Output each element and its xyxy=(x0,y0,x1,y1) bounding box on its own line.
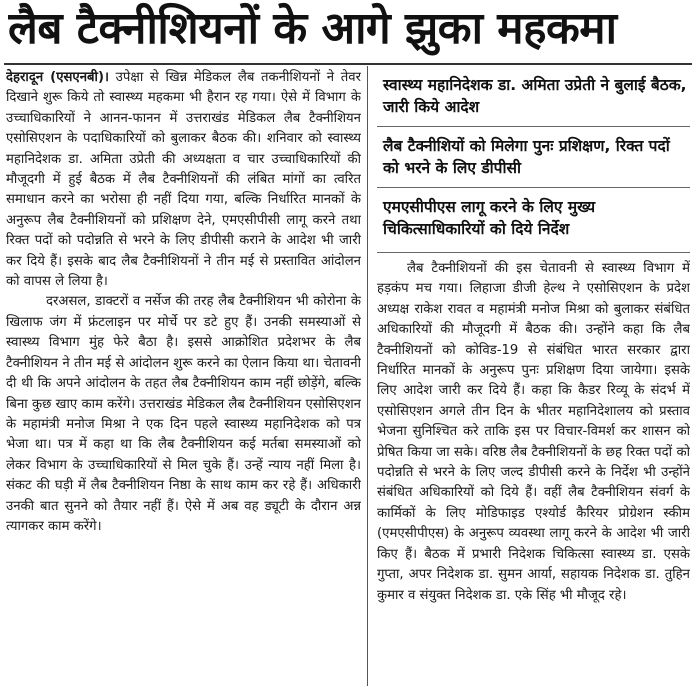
deck-3: एमएसीपीएस लागू करने के लिए मुख्य चिकित्साधिकारियों को दिये निर्देश xyxy=(383,198,596,238)
right-column xyxy=(377,66,690,686)
headline: लैब टैक्नीशियनों के आगे झुका महकमा xyxy=(8,3,617,54)
body-paragraph-2: दरअसल, डाक्टरों व नर्सेज की तरह लैब टैक्नीशियन भी कोरोना के खिलाफ जंग में फ्रंटलाइन पर मोर्चे पर डटे हुए हैं। उनकी समस्याओं से स्वास्थ्य विभाग मुंह फेरे बैठा है। इससे आक्रोशित प्रदेशभर के लैब टैक्नीशियन ने तीन मई से आंदोलन शुरू करने का ऐलान किया था। चेतावनी दी थी कि अपने आंदोलन के तहत लैब टैक्नीशियन काम नहीं छोड़ेंगे, बल्कि बिना कुछ खाए काम करेंगे। उत्तराखंड मेडिकल लैब टैक्नीशियन एसोसिएशन के महामंत्री मनोज मिश्रा ने एक दिन पहले स्वास्थ्य महानिदेशक को पत्र भेजा था। पत्र में कहा था कि लैब टैक्नीशियन कई मर्तबा समस्याओं को लेकर विभाग के उच्चाधिकारियों से मिल चुके हैं। उन्हें न्याय नहीं मिला है। संकट की घड़ी में लैब टैक्नीशियन निष्ठा के साथ काम कर रहे हैं। अधिकारी उनकी बात सुनने को तैयार नहीं हैं। ऐसे में अब वह ड्यूटी के दौरान अन्न त्यागकर काम करेंगे। xyxy=(6,294,361,534)
paragraph-text: उपेक्षा से खिन्न मेडिकल लैब तकनीशियनों ने तेवर दिखाने शुरू किये तो स्वास्थ्य महकमा भी हैरान रह गया। ऐसे में विभाग के उच्चाधिकारियों ने आनन-फानन में उत्तराखंड मेडिकल लैब टैक्नीशियन एसोसिएशन के पदाधिकारियों को बुलाकर बैठक की। शनिवार को स्वास्थ्य महानिदेशक डा. अमिता उप्रेती की अध्यक्षता व चार उच्चाधिकारियों की मौजूदगी में हुई बैठक में लैब टैक्नीशियनों की लंबित मांगों का त्वरित समाधान करने का भरोसा ही नहीं दिया गया, बल्कि निर्धारित मानकों के अनुरूप लैब टैक्नीशियनों को प्रशिक्षण देने, एमएसीपीसी लागू करने तथा रिक्त पदों को पदोन्नति से भरने के लिए डीपीसी कराने के आदेश भी जारी कर दिये हैं। इसके बाद लैब टैक्नीशियनों ने तीन मई से प्रस्तावित आंदोलन को वापस ले लिया है। xyxy=(6,70,361,290)
body-paragraph-1 xyxy=(6,68,361,292)
headline-rule xyxy=(4,63,692,65)
deck-rule xyxy=(377,252,690,253)
deck-2: लैब टैक्नीशियों को मिलेगा पुनः प्रशिक्षण, रिक्त पदों को भरने के लिए डीपीसी xyxy=(383,137,670,177)
deck-1: स्वास्थ्य महानिदेशक डा. अमिता उप्रेती ने बुलाई बैठक, जारी किये आदेश xyxy=(383,76,687,116)
body-paragraph-3: लैब टैक्नीशियनों की इस चेतावनी से स्वास्थ्य विभाग में हड़कंप मच गया। लिहाजा डीजी हेल्थ ने एसोसिएशन के प्रदेश अध्यक्ष राकेश रावत व महामंत्री मनोज मिश्रा को बुलाकर संबंधित अधिकारियों की मौजूदगी में बैठक की। उन्होंने कहा कि लैब टैक्नीशियनों को कोविड-19 से संबंधित भारत सरकार द्वारा निर्धारित मानकों के अनुरूप पुनः प्रशिक्षण दिया जायेगा। इसके लिए आदेश जारी कर दिये हैं। कहा कि कैडर रिव्यू के संदर्भ में एसोसिएशन अगले तीन दिन के भीतर महानिदेशालय को प्रस्ताव भेजना सुनिश्चित करे ताकि इस पर विचार-विमर्श कर शासन को प्रेषित किया जा सके। वरिष्ठ लैब टैक्नीशियनों के छह रिक्त पदों को पदोन्नति से भरने के लिए जल्द डीपीसी करने के निर्देश भी उन्होंने संबंधित अधिकारियों को दिये हैं। वहीं लैब टैक्नीशियन संवर्ग के कार्मिकों के लिए मोडिफाइड एश्योर्ड कैरियर प्रोग्रेशन स्कीम (एमएसीपीएस) के अनुरूप व्यवस्था लागू करने के आदेश भी जारी किए हैं। बैठक में प्रभारी निदेशक चिकित्सा स्वास्थ्य डा. एसके गुप्ता, अपर निदेशक डा. सुमन आर्या, सहायक निदेशक डा. तुहिन कुमार व संयुक्त निदेशक डा. एके सिंह भी मौजूद रहे। xyxy=(377,261,690,603)
left-column xyxy=(6,68,361,684)
right-body xyxy=(377,259,690,606)
dateline: देहरादून (एसएनबी)। xyxy=(6,70,109,85)
column-divider xyxy=(367,66,368,686)
